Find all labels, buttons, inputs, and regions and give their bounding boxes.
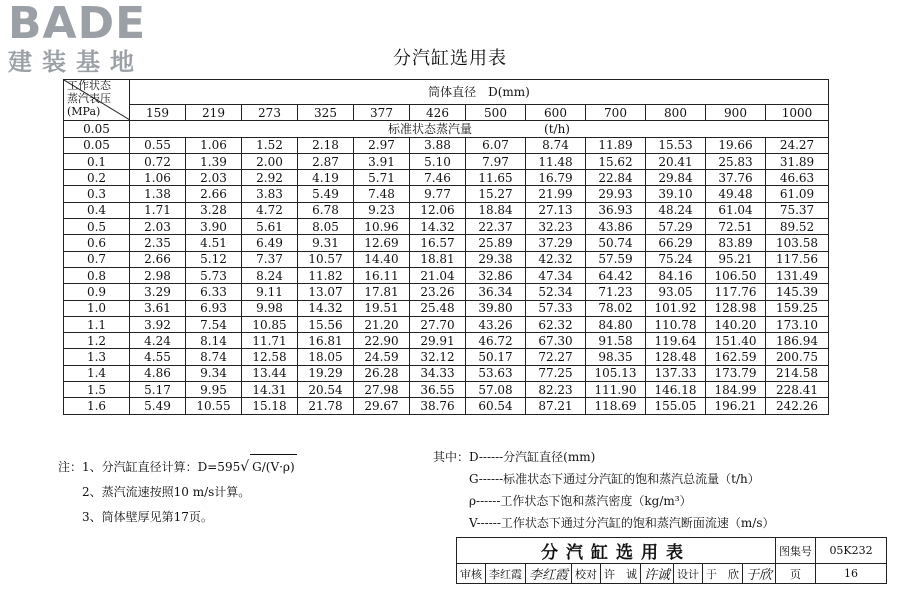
flow-value-cell: 228.41 [766, 382, 829, 398]
flow-value-cell: 20.54 [298, 382, 354, 398]
flow-value-cell: 98.35 [586, 349, 646, 365]
design-signature: 于欣 [743, 564, 776, 584]
flow-value-cell: 21.04 [410, 267, 466, 283]
flow-value-cell: 186.94 [766, 333, 829, 349]
check-name: 许 诚 [601, 564, 641, 584]
flow-value-cell: 9.34 [186, 365, 242, 381]
flow-value-cell: 9.23 [354, 202, 410, 218]
flow-value-cell: 3.29 [130, 284, 186, 300]
flow-value-cell: 3.88 [410, 137, 466, 153]
flow-value-cell: 22.90 [354, 333, 410, 349]
flow-value-cell: 12.58 [242, 349, 298, 365]
flow-value-cell: 15.27 [466, 186, 526, 202]
flow-value-cell: 27.98 [354, 382, 410, 398]
flow-value-cell: 5.71 [354, 170, 410, 186]
flow-value-cell: 18.84 [466, 202, 526, 218]
flow-value-cell: 71.23 [586, 284, 646, 300]
flow-value-cell: 43.26 [466, 316, 526, 332]
flow-value-cell: 5.10 [410, 153, 466, 169]
title-block [456, 537, 887, 584]
flow-value-cell: 43.86 [586, 219, 646, 235]
page-label: 页 [776, 564, 816, 584]
pressure-cell: 0.6 [64, 235, 130, 251]
flow-value-cell: 4.19 [298, 170, 354, 186]
flow-value-cell: 16.81 [298, 333, 354, 349]
page-number: 16 [816, 564, 887, 584]
flow-value-cell: 9.95 [186, 382, 242, 398]
flow-value-cell: 146.18 [646, 382, 706, 398]
note-2: 2、蒸汽流速按照10 m/s计算。 [82, 485, 251, 499]
flow-value-cell: 57.29 [646, 219, 706, 235]
note-1-text: 注：1、分汽缸直径计算：D=595 [58, 459, 241, 474]
flow-value-cell: 140.20 [706, 316, 766, 332]
flow-value-cell: 4.24 [130, 333, 186, 349]
pressure-cell: 0.4 [64, 202, 130, 218]
diameter-cell: 700 [586, 105, 646, 121]
flow-value-cell: 103.58 [766, 235, 829, 251]
table-row [64, 219, 829, 235]
flow-value-cell: 2.35 [130, 235, 186, 251]
flow-value-cell: 46.72 [466, 333, 526, 349]
flow-value-cell: 242.26 [766, 398, 829, 414]
table-row [64, 333, 829, 349]
flow-value-cell: 155.05 [646, 398, 706, 414]
flow-value-cell: 49.48 [706, 186, 766, 202]
flow-value-cell: 15.53 [646, 137, 706, 153]
atlas-number: 05K232 [816, 538, 887, 564]
symbol-legend [433, 446, 774, 534]
flow-value-cell: 196.21 [706, 398, 766, 414]
table-row [64, 382, 829, 398]
flow-value-cell: 11.65 [466, 170, 526, 186]
flow-value-cell: 162.59 [706, 349, 766, 365]
flow-value-cell: 214.58 [766, 365, 829, 381]
flow-value-cell: 82.23 [526, 382, 586, 398]
flow-value-cell: 2.03 [186, 170, 242, 186]
flow-value-cell: 15.18 [242, 398, 298, 414]
flow-value-cell: 16.57 [410, 235, 466, 251]
legend-g: G------标准状态下通过分汽缸的饱和蒸汽总流量（t/h） [469, 472, 760, 486]
flow-value-cell: 37.76 [706, 170, 766, 186]
flow-value-cell: 7.46 [410, 170, 466, 186]
pressure-cell: 1.5 [64, 382, 130, 398]
flow-value-cell: 6.49 [242, 235, 298, 251]
table-row [64, 316, 829, 332]
flow-value-cell: 5.49 [130, 398, 186, 414]
pressure-cell: 0.5 [64, 219, 130, 235]
flow-value-cell: 61.09 [766, 186, 829, 202]
flow-value-cell: 21.78 [298, 398, 354, 414]
flow-value-cell: 159.25 [766, 300, 829, 316]
flow-value-cell: 7.48 [354, 186, 410, 202]
flow-value-cell: 17.81 [354, 284, 410, 300]
flow-value-cell: 2.87 [298, 153, 354, 169]
flow-value-cell: 27.13 [526, 202, 586, 218]
flow-value-cell: 46.63 [766, 170, 829, 186]
pressure-cell: 0.7 [64, 251, 130, 267]
flow-value-cell: 12.06 [410, 202, 466, 218]
flow-value-cell: 32.12 [410, 349, 466, 365]
flow-value-cell: 67.30 [526, 333, 586, 349]
selection-table [63, 79, 829, 415]
flow-value-cell: 111.90 [586, 382, 646, 398]
flow-value-cell: 0.55 [130, 137, 186, 153]
flow-value-cell: 11.71 [242, 333, 298, 349]
corner-header-cell [64, 80, 130, 121]
flow-value-cell: 5.49 [298, 186, 354, 202]
flow-value-cell: 18.05 [298, 349, 354, 365]
check-label: 校对 [572, 564, 601, 584]
flow-value-cell: 9.98 [242, 300, 298, 316]
review-name: 李红霞 [486, 564, 526, 584]
flow-value-cell: 145.39 [766, 284, 829, 300]
diameter-cell: 219 [186, 105, 242, 121]
flow-value-cell: 24.27 [766, 137, 829, 153]
legend-d: 其中：D------分汽缸直径(mm) [433, 450, 596, 464]
flow-value-cell: 95.21 [706, 251, 766, 267]
flow-value-cell: 117.56 [766, 251, 829, 267]
flow-value-cell: 110.78 [646, 316, 706, 332]
flow-value-cell: 3.90 [186, 219, 242, 235]
flow-value-cell: 14.40 [354, 251, 410, 267]
review-label: 审核 [457, 564, 486, 584]
flow-header: 标准状态蒸汽量 (t/h) [130, 121, 829, 137]
pressure-cell: 1.2 [64, 333, 130, 349]
flow-value-cell: 119.64 [646, 333, 706, 349]
diameter-cell: 377 [354, 105, 410, 121]
flow-value-cell: 14.32 [410, 219, 466, 235]
flow-value-cell: 84.80 [586, 316, 646, 332]
flow-value-cell: 6.33 [186, 284, 242, 300]
design-name: 于 欣 [703, 564, 743, 584]
sqrt-sign: √ [240, 458, 250, 475]
note-1-formula: G/(V·ρ) [250, 454, 297, 480]
flow-value-cell: 15.56 [298, 316, 354, 332]
atlas-label: 图集号 [776, 538, 816, 564]
flow-value-cell: 21.20 [354, 316, 410, 332]
flow-value-cell: 4.72 [242, 202, 298, 218]
titleblock-name: 分汽缸选用表 [457, 538, 776, 564]
check-signature: 许诚 [641, 564, 674, 584]
flow-value-cell: 22.84 [586, 170, 646, 186]
note-1 [58, 454, 297, 480]
flow-value-cell: 32.86 [466, 267, 526, 283]
table-row [64, 170, 829, 186]
corner-label-unit: (MPa) [67, 105, 101, 118]
flow-value-cell: 173.79 [706, 365, 766, 381]
flow-value-cell: 57.33 [526, 300, 586, 316]
flow-value-cell: 22.37 [466, 219, 526, 235]
design-label: 设计 [674, 564, 703, 584]
flow-value-cell: 2.18 [298, 137, 354, 153]
diameter-cell: 159 [130, 105, 186, 121]
flow-value-cell: 1.52 [242, 137, 298, 153]
table-row [64, 300, 829, 316]
flow-value-cell: 31.89 [766, 153, 829, 169]
flow-value-cell: 2.92 [242, 170, 298, 186]
flow-value-cell: 72.27 [526, 349, 586, 365]
flow-value-cell: 25.83 [706, 153, 766, 169]
flow-value-cell: 16.11 [354, 267, 410, 283]
diameter-row [64, 105, 829, 121]
flow-value-cell: 4.86 [130, 365, 186, 381]
flow-value-cell: 105.13 [586, 365, 646, 381]
table-row [64, 202, 829, 218]
flow-value-cell: 14.32 [298, 300, 354, 316]
flow-value-cell: 137.33 [646, 365, 706, 381]
note-3: 3、筒体壁厚见第17页。 [82, 510, 213, 524]
flow-value-cell: 39.80 [466, 300, 526, 316]
flow-value-cell: 0.72 [130, 153, 186, 169]
page-title: 分汽缸选用表 [393, 48, 507, 69]
flow-value-cell: 66.29 [646, 235, 706, 251]
flow-value-cell: 3.91 [354, 153, 410, 169]
flow-value-cell: 128.48 [646, 349, 706, 365]
flow-value-cell: 19.66 [706, 137, 766, 153]
table-row [64, 186, 829, 202]
pressure-cell: 1.6 [64, 398, 130, 414]
flow-value-cell: 4.55 [130, 349, 186, 365]
flow-value-cell: 34.33 [410, 365, 466, 381]
flow-value-cell: 77.25 [526, 365, 586, 381]
flow-value-cell: 151.40 [706, 333, 766, 349]
flow-value-cell: 26.28 [354, 365, 410, 381]
table-row [64, 251, 829, 267]
flow-value-cell: 19.51 [354, 300, 410, 316]
flow-value-cell: 7.97 [466, 153, 526, 169]
flow-value-cell: 20.41 [646, 153, 706, 169]
diameter-cell: 600 [526, 105, 586, 121]
flow-value-cell: 2.66 [186, 186, 242, 202]
flow-value-cell: 87.21 [526, 398, 586, 414]
flow-value-cell: 75.24 [646, 251, 706, 267]
diameter-cell: 800 [646, 105, 706, 121]
flow-value-cell: 5.61 [242, 219, 298, 235]
flow-value-cell: 3.92 [130, 316, 186, 332]
flow-value-cell: 29.91 [410, 333, 466, 349]
flow-value-cell: 4.51 [186, 235, 242, 251]
flow-value-cell: 3.61 [130, 300, 186, 316]
flow-value-cell: 32.23 [526, 219, 586, 235]
flow-value-cell: 27.70 [410, 316, 466, 332]
flow-value-cell: 62.32 [526, 316, 586, 332]
flow-value-cell: 5.73 [186, 267, 242, 283]
flow-value-cell: 101.92 [646, 300, 706, 316]
diameter-cell: 500 [466, 105, 526, 121]
flow-value-cell: 6.07 [466, 137, 526, 153]
flow-value-cell: 89.52 [766, 219, 829, 235]
table-row [64, 349, 829, 365]
flow-value-cell: 25.89 [466, 235, 526, 251]
flow-value-cell: 8.24 [242, 267, 298, 283]
flow-value-cell: 11.48 [526, 153, 586, 169]
flow-value-cell: 78.02 [586, 300, 646, 316]
flow-value-cell: 1.06 [130, 170, 186, 186]
flow-row-pressure: 0.05 [64, 121, 130, 137]
pressure-cell: 0.2 [64, 170, 130, 186]
flow-value-cell: 14.31 [242, 382, 298, 398]
flow-value-cell: 3.83 [242, 186, 298, 202]
flow-value-cell: 83.89 [706, 235, 766, 251]
flow-value-cell: 38.76 [410, 398, 466, 414]
flow-value-cell: 10.85 [242, 316, 298, 332]
flow-value-cell: 5.17 [130, 382, 186, 398]
flow-value-cell: 42.32 [526, 251, 586, 267]
flow-value-cell: 75.37 [766, 202, 829, 218]
flow-value-cell: 16.79 [526, 170, 586, 186]
flow-value-cell: 93.05 [646, 284, 706, 300]
flow-value-cell: 8.05 [298, 219, 354, 235]
flow-value-cell: 1.39 [186, 153, 242, 169]
flow-value-cell: 18.81 [410, 251, 466, 267]
flow-value-cell: 11.89 [586, 137, 646, 153]
diameter-header: 筒体直径 D(mm) [130, 80, 829, 105]
table-row [64, 284, 829, 300]
flow-value-cell: 13.44 [242, 365, 298, 381]
flow-value-cell: 11.82 [298, 267, 354, 283]
flow-value-cell: 72.51 [706, 219, 766, 235]
flow-value-cell: 21.99 [526, 186, 586, 202]
flow-value-cell: 36.34 [466, 284, 526, 300]
pressure-cell: 0.05 [64, 137, 130, 153]
logo-subtitle: 建装基地 [8, 48, 144, 76]
flow-value-cell: 3.28 [186, 202, 242, 218]
flow-value-cell: 6.93 [186, 300, 242, 316]
pressure-cell: 1.4 [64, 365, 130, 381]
flow-value-cell: 2.98 [130, 267, 186, 283]
flow-value-cell: 60.54 [466, 398, 526, 414]
flow-value-cell: 13.07 [298, 284, 354, 300]
corner-label-pressure: 蒸汽表压 [67, 92, 111, 105]
pressure-cell: 0.3 [64, 186, 130, 202]
flow-value-cell: 117.76 [706, 284, 766, 300]
diameter-cell: 273 [242, 105, 298, 121]
diameter-cell: 1000 [766, 105, 829, 121]
flow-value-cell: 118.69 [586, 398, 646, 414]
flow-value-cell: 8.14 [186, 333, 242, 349]
flow-value-cell: 24.59 [354, 349, 410, 365]
flow-value-cell: 29.93 [586, 186, 646, 202]
flow-value-cell: 29.38 [466, 251, 526, 267]
table-row [64, 137, 829, 153]
table-row [64, 398, 829, 414]
flow-value-cell: 200.75 [766, 349, 829, 365]
flow-value-cell: 61.04 [706, 202, 766, 218]
flow-value-cell: 29.67 [354, 398, 410, 414]
flow-value-cell: 106.50 [706, 267, 766, 283]
flow-value-cell: 2.03 [130, 219, 186, 235]
flow-value-cell: 128.98 [706, 300, 766, 316]
notes [58, 454, 297, 530]
corner-label-state: 工作状态 [67, 79, 111, 92]
table-row [64, 235, 829, 251]
flow-value-cell: 9.31 [298, 235, 354, 251]
flow-value-cell: 7.54 [186, 316, 242, 332]
flow-value-cell: 15.62 [586, 153, 646, 169]
logo-mark: BADE [8, 0, 147, 49]
pressure-cell: 1.0 [64, 300, 130, 316]
legend-rho: ρ------工作状态下饱和蒸汽密度（kg/m³） [469, 494, 692, 508]
diameter-cell: 325 [298, 105, 354, 121]
flow-value-cell: 7.37 [242, 251, 298, 267]
flow-value-cell: 23.26 [410, 284, 466, 300]
flow-value-cell: 10.55 [186, 398, 242, 414]
flow-value-cell: 6.78 [298, 202, 354, 218]
flow-value-cell: 19.29 [298, 365, 354, 381]
flow-value-cell: 57.08 [466, 382, 526, 398]
flow-value-cell: 47.34 [526, 267, 586, 283]
flow-value-cell: 50.17 [466, 349, 526, 365]
flow-value-cell: 29.84 [646, 170, 706, 186]
flow-value-cell: 9.77 [410, 186, 466, 202]
table-body [64, 137, 829, 414]
flow-value-cell: 10.57 [298, 251, 354, 267]
flow-value-cell: 184.99 [706, 382, 766, 398]
legend-v: V------工作状态下通过分汽缸的饱和蒸汽断面流速（m/s） [469, 516, 775, 530]
flow-value-cell: 36.93 [586, 202, 646, 218]
diameter-cell: 900 [706, 105, 766, 121]
flow-value-cell: 36.55 [410, 382, 466, 398]
flow-value-cell: 1.71 [130, 202, 186, 218]
flow-value-cell: 53.63 [466, 365, 526, 381]
flow-value-cell: 10.96 [354, 219, 410, 235]
flow-value-cell: 25.48 [410, 300, 466, 316]
diameter-cell: 426 [410, 105, 466, 121]
flow-value-cell: 1.06 [186, 137, 242, 153]
flow-value-cell: 2.97 [354, 137, 410, 153]
flow-value-cell: 57.59 [586, 251, 646, 267]
flow-value-cell: 2.66 [130, 251, 186, 267]
flow-value-cell: 9.11 [242, 284, 298, 300]
flow-value-cell: 1.38 [130, 186, 186, 202]
pressure-cell: 1.1 [64, 316, 130, 332]
flow-value-cell: 173.10 [766, 316, 829, 332]
pressure-cell: 0.8 [64, 267, 130, 283]
flow-value-cell: 50.74 [586, 235, 646, 251]
flow-value-cell: 91.58 [586, 333, 646, 349]
flow-value-cell: 64.42 [586, 267, 646, 283]
pressure-cell: 0.1 [64, 153, 130, 169]
pressure-cell: 1.3 [64, 349, 130, 365]
flow-value-cell: 12.69 [354, 235, 410, 251]
flow-value-cell: 37.29 [526, 235, 586, 251]
flow-value-cell: 131.49 [766, 267, 829, 283]
table-row [64, 365, 829, 381]
pressure-cell: 0.9 [64, 284, 130, 300]
flow-value-cell: 48.24 [646, 202, 706, 218]
flow-value-cell: 5.12 [186, 251, 242, 267]
table-row [64, 153, 829, 169]
table-row [64, 267, 829, 283]
review-signature: 李红霞 [526, 564, 572, 584]
flow-value-cell: 2.00 [242, 153, 298, 169]
flow-value-cell: 52.34 [526, 284, 586, 300]
flow-value-cell: 8.74 [526, 137, 586, 153]
flow-value-cell: 8.74 [186, 349, 242, 365]
flow-value-cell: 84.16 [646, 267, 706, 283]
flow-value-cell: 39.10 [646, 186, 706, 202]
